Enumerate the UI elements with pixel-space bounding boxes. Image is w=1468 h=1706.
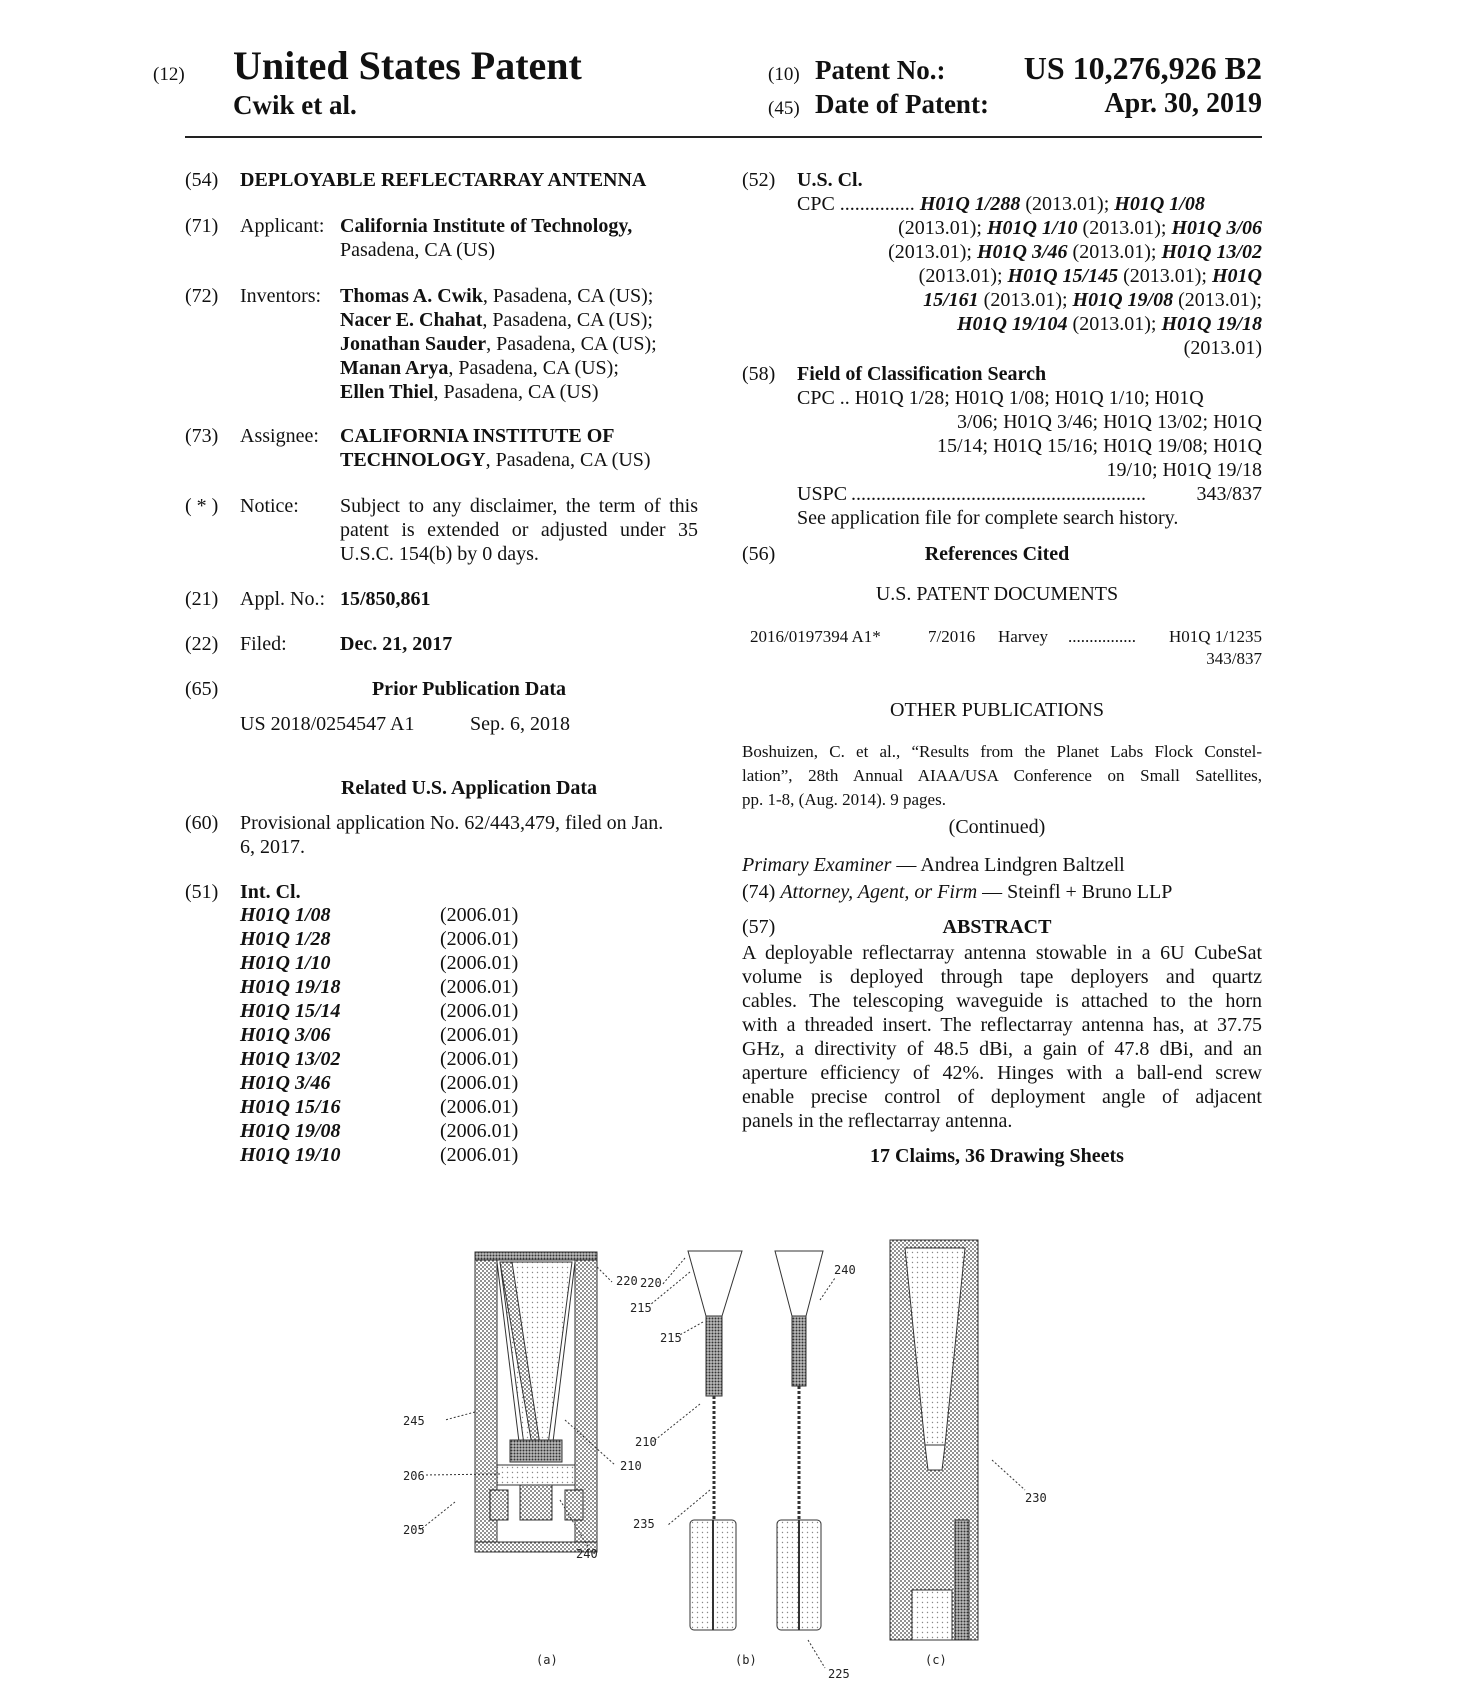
- continued-note: (Continued): [948, 816, 1046, 838]
- int-cl-table: [240, 904, 540, 1168]
- caption-a: (a): [536, 1653, 558, 1667]
- numeral-215-a: 215: [630, 1301, 652, 1315]
- applicant-place: Pasadena, CA (US): [340, 239, 495, 261]
- field-of-search-label: Field of Classification Search: [797, 363, 1047, 385]
- int-cl-row: H01Q 19/10 (2006.01): [240, 1144, 519, 1166]
- assignee-line2: TECHNOLOGY, Pasadena, CA (US): [340, 449, 651, 471]
- inventors-list: [340, 284, 657, 404]
- representative-drawing: [0, 1200, 1468, 1681]
- patent-type-title: United States Patent: [233, 43, 582, 88]
- notice-marker: ( * ): [185, 495, 219, 517]
- int-cl-row: H01Q 1/08 (2006.01): [240, 904, 519, 926]
- filed-label: Filed:: [240, 633, 287, 655]
- numeral-220-a: 220: [640, 1276, 662, 1290]
- us-cl-cpc: CPC ............... H01Q 1/288 (2013.01); H01Q 1/08 (2013.01); H01Q 1/10 (2013.01); H01Q 3/06 (2013.01); H01Q 3/46 (2013.01); H01Q 13/02 (2013.01); H01Q 15/145 (2013.01); H01Q 15/161 (2013.01); H01Q 19/08 (2013.01); H01Q 19/104 (2013.01); H01Q 19/18 (2013.01): [797, 193, 1262, 359]
- assignee-line1: CALIFORNIA INSTITUTE OF: [340, 425, 615, 447]
- int-cl-row: H01Q 19/18 (2006.01): [240, 976, 519, 998]
- applicant-label: Applicant:: [240, 215, 325, 237]
- numeral-220-b: 220: [616, 1274, 638, 1288]
- numeral-245: 245: [403, 1414, 425, 1428]
- int-cl-row: H01Q 15/14 (2006.01): [240, 1000, 519, 1022]
- int-cl-label: Int. Cl.: [240, 881, 301, 903]
- figure-c: [890, 1240, 978, 1640]
- patent-number: US 10,276,926 B2: [1023, 50, 1262, 86]
- numeral-225: 225: [828, 1667, 850, 1681]
- numeral-210-b: 210: [620, 1459, 642, 1473]
- appl-no-label: Appl. No.:: [240, 588, 325, 610]
- abstract-heading: ABSTRACT: [942, 916, 1052, 938]
- inid-71: (71): [185, 215, 219, 237]
- inid-10: (10): [768, 64, 800, 85]
- filed-value: Dec. 21, 2017: [340, 633, 453, 655]
- inventor: Nacer E. Chahat, Pasadena, CA (US);: [340, 309, 653, 331]
- inventor: Ellen Thiel, Pasadena, CA (US): [340, 381, 599, 403]
- other-publications-heading: OTHER PUBLICATIONS: [890, 699, 1104, 721]
- inid-52: (52): [742, 169, 776, 191]
- inid-65: (65): [185, 678, 219, 700]
- inventor: Thomas A. Cwik, Pasadena, CA (US);: [340, 285, 654, 307]
- prior-publication-date: Sep. 6, 2018: [470, 713, 570, 735]
- figure-b: [688, 1251, 823, 1630]
- int-cl-row: H01Q 3/06 (2006.01): [240, 1024, 519, 1046]
- inventor: Manan Arya, Pasadena, CA (US);: [340, 357, 619, 379]
- date-of-patent: Apr. 30, 2019: [1104, 88, 1262, 119]
- invention-title: DEPLOYABLE REFLECTARRAY ANTENNA: [240, 169, 647, 191]
- inid-12: (12): [153, 64, 185, 85]
- numeral-230: 230: [1025, 1491, 1047, 1505]
- inid-45: (45): [768, 98, 800, 119]
- search-history-note: See application file for complete search history.: [797, 507, 1179, 529]
- inid-58: (58): [742, 363, 776, 385]
- inid-72: (72): [185, 285, 219, 307]
- inid-54: (54): [185, 169, 219, 191]
- int-cl-row: H01Q 1/10 (2006.01): [240, 952, 519, 974]
- patent-no-label: Patent No.:: [815, 55, 946, 85]
- attorney-agent: (74) Attorney, Agent, or Firm — Steinfl + Bruno LLP: [742, 881, 1173, 903]
- inid-22: (22): [185, 633, 219, 655]
- inid-51: (51): [185, 881, 219, 903]
- numeral-235: 235: [633, 1517, 655, 1531]
- int-cl-row: H01Q 19/08 (2006.01): [240, 1120, 519, 1142]
- prior-publication-heading: Prior Publication Data: [371, 678, 567, 700]
- int-cl-row: H01Q 1/28 (2006.01): [240, 928, 519, 950]
- inid-21: (21): [185, 588, 219, 610]
- caption-b: (b): [735, 1653, 757, 1667]
- notice-label: Notice:: [240, 495, 299, 517]
- int-cl-row: H01Q 15/16 (2006.01): [240, 1096, 519, 1118]
- reference-entry: 2016/0197394 A1* 7/2016 Harvey ................ H01Q 1/1235 343/837: [750, 627, 1262, 668]
- us-patent-documents-heading: U.S. PATENT DOCUMENTS: [875, 583, 1119, 605]
- int-cl-row: H01Q 3/46 (2006.01): [240, 1072, 519, 1094]
- caption-c: (c): [925, 1653, 947, 1667]
- header-rule: [185, 136, 1262, 138]
- date-of-patent-label: Date of Patent:: [815, 89, 989, 119]
- numeral-240-a: 240: [576, 1547, 598, 1561]
- provisional-application: Provisional application No. 62/443,479, filed on Jan. 6, 2017.: [240, 812, 664, 858]
- first-inventor-et-al: Cwik et al.: [233, 90, 357, 120]
- inid-73: (73): [185, 425, 219, 447]
- inid-56: (56): [742, 543, 776, 565]
- assignee-label: Assignee:: [240, 425, 319, 447]
- references-cited-heading: References Cited: [924, 543, 1070, 565]
- applicant-name: California Institute of Technology,: [340, 215, 633, 237]
- numeral-215-b: 215: [660, 1331, 682, 1345]
- uspc-line: USPC ........................................................... 343/837: [797, 483, 1262, 505]
- prior-publication-number: US 2018/0254547 A1: [240, 713, 415, 735]
- numeral-240-b: 240: [834, 1263, 856, 1277]
- numeral-210-a: 210: [635, 1435, 657, 1449]
- abstract-text: A deployable reflectarray antenna stowable in a 6U CubeSat volume is deployed through tape deployers and quartz cables. The telescoping waveguide is attached to the horn with a threaded insert. The reflectarray antenna has, at 37.75 GHz, a directivity of 48.5 dBi, a gain of 47.8 dBi, and an aperture efficiency of 42%. Hinges with a ball-end screw enable precise control of deployment angle of adjacent panels in the reflectarray antenna.: [742, 942, 1262, 1132]
- figure-a: [475, 1252, 597, 1552]
- us-cl-label: U.S. Cl.: [797, 169, 863, 191]
- inventors-label: Inventors:: [240, 285, 322, 307]
- appl-no-value: 15/850,861: [340, 588, 431, 610]
- int-cl-row: H01Q 13/02 (2006.01): [240, 1048, 519, 1070]
- related-app-heading: Related U.S. Application Data: [340, 777, 598, 799]
- notice-text: Subject to any disclaimer, the term of this patent is extended or adjusted under 35 U.S.C. 154(b) by 0 days.: [340, 495, 698, 565]
- numeral-206: 206: [403, 1469, 425, 1483]
- claims-sheets: 17 Claims, 36 Drawing Sheets: [870, 1145, 1124, 1167]
- inid-60: (60): [185, 812, 219, 834]
- primary-examiner: Primary Examiner — Andrea Lindgren Baltzell: [742, 854, 1125, 876]
- field-of-search-cpc: CPC .. H01Q 1/28; H01Q 1/08; H01Q 1/10; H01Q 3/06; H01Q 3/46; H01Q 13/02; H01Q 15/14; H01Q 15/16; H01Q 19/08; H01Q 19/10; H01Q 19/18: [797, 387, 1262, 481]
- inid-57: (57): [742, 916, 776, 938]
- numeral-205: 205: [403, 1523, 425, 1537]
- inventor: Jonathan Sauder, Pasadena, CA (US);: [340, 333, 657, 355]
- other-publication-entry: Boshuizen, C. et al., “Results from the Planet Labs Flock Constel- lation”, 28th Annual AIAA/USA Conference on Small Satellites, pp. 1-8, (Aug. 2014). 9 pages.: [742, 742, 1262, 809]
